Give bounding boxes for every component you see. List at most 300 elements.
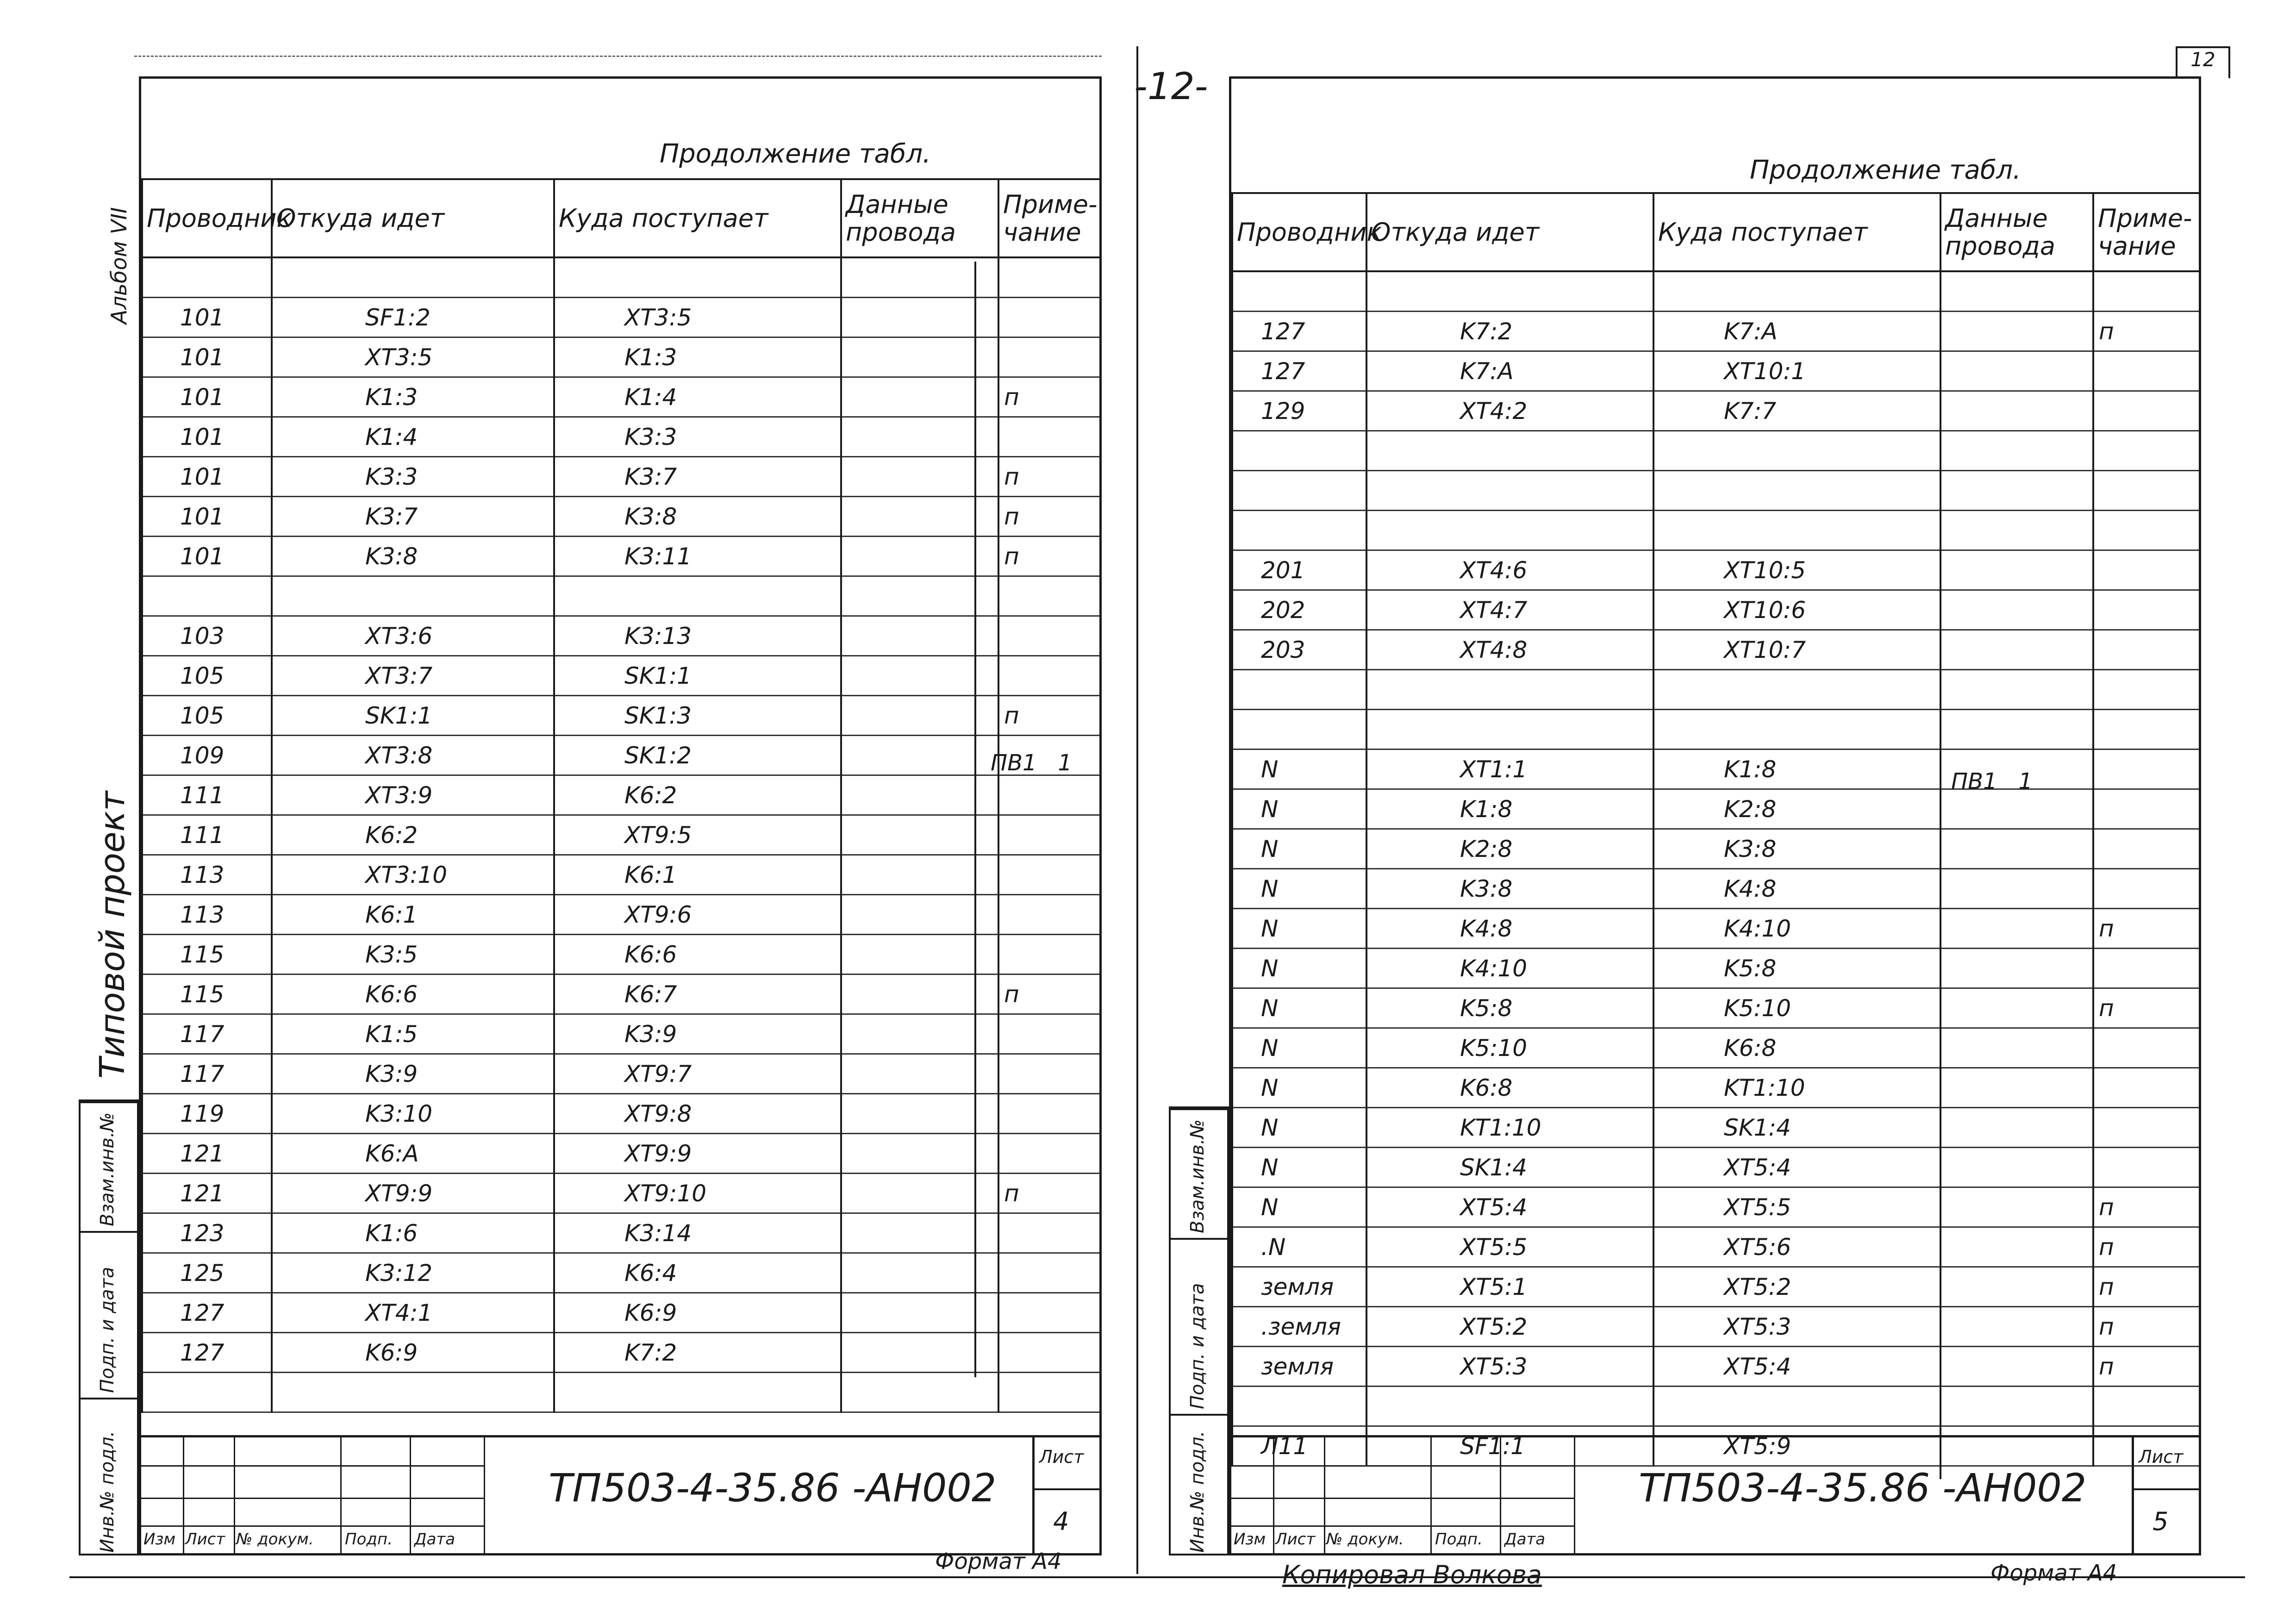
note-cell	[998, 1014, 1100, 1054]
from-cell	[1366, 271, 1653, 312]
wire-data-cell	[1940, 391, 2093, 431]
table-row	[1232, 431, 2200, 471]
from-cell	[1366, 1387, 1653, 1426]
conductor-cell: 101	[142, 457, 272, 497]
table-row	[1232, 630, 2200, 670]
to-cell: SK1:2	[554, 736, 841, 775]
from-cell	[1366, 670, 1653, 710]
note-cell	[2093, 1148, 2200, 1187]
table-row	[1232, 1068, 2200, 1108]
wire-data-cell	[1940, 869, 2093, 909]
table-row	[142, 1054, 1100, 1094]
note-cell	[2093, 789, 2200, 829]
left-table-body	[142, 257, 1100, 1412]
note-cell	[2093, 471, 2200, 511]
conductor-cell: 113	[142, 895, 272, 935]
from-cell: XT4:2	[1366, 391, 1653, 431]
left-side-strip	[79, 1099, 139, 1555]
table-row	[1232, 391, 2200, 431]
right-sign-date-label: Подп. и дата	[1187, 1283, 1208, 1409]
from-cell: K3:9	[272, 1054, 554, 1094]
to-cell	[1653, 670, 1940, 710]
table-row	[1232, 271, 2200, 312]
conductor-cell: 115	[142, 974, 272, 1014]
to-cell	[554, 257, 841, 298]
conductor-cell: 115	[142, 935, 272, 974]
to-cell: XT9:7	[554, 1054, 841, 1094]
from-cell: XT5:5	[1366, 1227, 1653, 1267]
from-cell: XT4:6	[1366, 550, 1653, 590]
to-cell: SK1:4	[1653, 1108, 1940, 1148]
col-to: Куда поступает	[1653, 193, 1940, 271]
note-cell: п	[2093, 988, 2200, 1028]
table-row	[1232, 710, 2200, 750]
left-inv-no-label: Инв.№ подл.	[97, 1430, 118, 1553]
right-title-block	[1231, 1435, 2199, 1553]
note-cell	[998, 337, 1100, 377]
from-cell: XT4:1	[272, 1293, 554, 1333]
conductor-cell: 101	[142, 417, 272, 457]
table-row	[142, 497, 1100, 537]
from-cell	[272, 257, 554, 298]
col-from: Откуда идет	[272, 179, 554, 257]
table-row	[1232, 1148, 2200, 1187]
table-row	[1232, 1028, 2200, 1068]
left-format-label: Формат А4	[935, 1549, 1062, 1574]
from-cell: K6:2	[272, 815, 554, 855]
wire-data-cell	[1940, 431, 2093, 471]
right-sheet	[1229, 76, 2201, 1555]
table-row	[142, 1213, 1100, 1253]
to-cell: XT9:9	[554, 1134, 841, 1174]
right-stamp-doc-no: № докум.	[1326, 1530, 1404, 1549]
conductor-cell: земля	[1232, 1267, 1366, 1307]
conductor-cell: 203	[1232, 630, 1366, 670]
to-cell	[554, 576, 841, 616]
wire-data-cell	[1940, 988, 2093, 1028]
to-cell: XT9:10	[554, 1174, 841, 1213]
note-cell	[998, 1054, 1100, 1094]
conductor-cell: N	[1232, 1108, 1366, 1148]
note-cell: п	[998, 1174, 1100, 1213]
conductor-cell: 117	[142, 1054, 272, 1094]
from-cell: K6:6	[272, 974, 554, 1014]
table-row	[142, 1253, 1100, 1293]
note-cell	[998, 935, 1100, 974]
table-row	[142, 815, 1100, 855]
to-cell: K5:8	[1653, 949, 1940, 988]
note-cell	[998, 1293, 1100, 1333]
table-row	[1232, 1227, 2200, 1267]
from-cell: K4:10	[1366, 949, 1653, 988]
from-cell: XT5:1	[1366, 1267, 1653, 1307]
note-cell	[2093, 271, 2200, 312]
right-table-body	[1232, 271, 2200, 1466]
note-cell	[2093, 511, 2200, 550]
conductor-cell: 103	[142, 616, 272, 656]
to-cell	[1653, 1387, 1940, 1426]
note-cell	[998, 1373, 1100, 1412]
from-cell: K1:5	[272, 1014, 554, 1054]
wire-data-cell	[1940, 351, 2093, 391]
to-cell: K6:8	[1653, 1028, 1940, 1068]
left-sign-date-label: Подп. и дата	[97, 1267, 118, 1393]
from-cell: XT3:6	[272, 616, 554, 656]
conductor-cell	[1232, 511, 1366, 550]
page-number-corner: 12	[2176, 46, 2230, 78]
conductor-cell: N	[1232, 789, 1366, 829]
conductor-cell: 202	[1232, 590, 1366, 630]
note-cell: п	[998, 974, 1100, 1014]
right-sheet-label: Лист	[2139, 1447, 2184, 1467]
note-cell	[998, 257, 1100, 298]
table-row	[142, 656, 1100, 696]
from-cell	[1366, 471, 1653, 511]
left-title-block	[141, 1435, 1099, 1553]
table-row	[1232, 1267, 2200, 1307]
conductor-cell: 119	[142, 1094, 272, 1134]
note-cell	[2093, 670, 2200, 710]
to-cell: XT5:2	[1653, 1267, 1940, 1307]
note-cell	[998, 855, 1100, 895]
to-cell: K2:8	[1653, 789, 1940, 829]
to-cell: K1:8	[1653, 750, 1940, 789]
from-cell: K3:5	[272, 935, 554, 974]
col-wire-data: Данные провода	[1940, 193, 2093, 271]
conductor-cell: 127	[1232, 312, 1366, 351]
table-row	[1232, 1347, 2200, 1387]
conductor-cell: 101	[142, 497, 272, 537]
left-header-row	[142, 179, 1100, 257]
conductor-cell: 101	[142, 298, 272, 337]
left-wire-data-value: ПВ1 1	[991, 750, 1072, 776]
to-cell: K4:10	[1653, 909, 1940, 949]
right-stamp-izm: Изм	[1234, 1530, 1266, 1549]
wire-data-cell	[1940, 550, 2093, 590]
table-row	[1232, 869, 2200, 909]
from-cell: XT5:4	[1366, 1187, 1653, 1227]
note-cell: п	[2093, 1307, 2200, 1347]
note-cell: п	[2093, 1187, 2200, 1227]
left-stamp-sign: Подп.	[345, 1530, 393, 1549]
table-row	[1232, 829, 2200, 869]
conductor-cell	[142, 257, 272, 298]
table-row	[142, 337, 1100, 377]
conductor-cell: 121	[142, 1174, 272, 1213]
table-row	[1232, 550, 2200, 590]
right-wire-table	[1231, 192, 2201, 1467]
conductor-cell: 127	[1232, 351, 1366, 391]
col-to: Куда поступает	[554, 179, 841, 257]
note-cell: п	[2093, 1347, 2200, 1387]
conductor-cell	[1232, 710, 1366, 750]
conductor-cell: N	[1232, 1187, 1366, 1227]
left-stamp-izm: Изм	[144, 1530, 176, 1549]
note-cell	[2093, 750, 2200, 789]
right-side-strip	[1169, 1106, 1229, 1555]
copied-by-label: Копировал Волкова	[1282, 1560, 1542, 1589]
note-cell: п	[2093, 909, 2200, 949]
wire-data-cell	[1940, 471, 2093, 511]
to-cell: XT5:4	[1653, 1347, 1940, 1387]
from-cell: XT5:2	[1366, 1307, 1653, 1347]
wire-data-cell	[1940, 710, 2093, 750]
table-row	[142, 1174, 1100, 1213]
wire-data-cell	[1940, 789, 2093, 829]
wire-data-cell	[1940, 590, 2093, 630]
note-cell	[2093, 949, 2200, 988]
note-cell	[998, 616, 1100, 656]
table-row	[142, 696, 1100, 736]
to-cell: K7:7	[1653, 391, 1940, 431]
table-row	[142, 935, 1100, 974]
table-row	[142, 537, 1100, 576]
right-replace-inv-label: Взам.инв.№	[1187, 1119, 1208, 1233]
note-cell	[998, 1333, 1100, 1373]
left-stamp-doc-no: № докум.	[236, 1530, 314, 1549]
table-row	[1232, 1387, 2200, 1426]
left-sheet	[139, 76, 1102, 1555]
right-doc-code: ТП503-4-35.86 -АН002	[1639, 1465, 2087, 1511]
from-cell: K3:8	[1366, 869, 1653, 909]
from-cell: SF1:1	[1366, 1426, 1653, 1466]
table-row	[1232, 1108, 2200, 1148]
fold-line	[1136, 46, 1138, 1574]
from-cell	[272, 1373, 554, 1412]
note-cell	[998, 417, 1100, 457]
conductor-cell: 101	[142, 537, 272, 576]
wire-data-cell	[1940, 949, 2093, 988]
table-row	[142, 1134, 1100, 1174]
note-cell	[998, 1094, 1100, 1134]
table-row	[1232, 789, 2200, 829]
wire-data-cell	[1940, 1307, 2093, 1347]
note-cell	[2093, 1028, 2200, 1068]
from-cell: K4:8	[1366, 909, 1653, 949]
from-cell: K3:3	[272, 457, 554, 497]
from-cell: XT5:3	[1366, 1347, 1653, 1387]
to-cell: XT10:6	[1653, 590, 1940, 630]
wire-data-cell	[1940, 1068, 2093, 1108]
to-cell: K1:4	[554, 377, 841, 417]
wire-data-cell	[1940, 1347, 2093, 1387]
from-cell: XT3:7	[272, 656, 554, 696]
note-cell	[2093, 431, 2200, 471]
conductor-cell: N	[1232, 949, 1366, 988]
table-row	[142, 1293, 1100, 1333]
wire-data-cell	[1940, 1387, 2093, 1426]
to-cell: K5:10	[1653, 988, 1940, 1028]
from-cell: K3:7	[272, 497, 554, 537]
table-row	[1232, 988, 2200, 1028]
note-cell	[998, 895, 1100, 935]
conductor-cell: N	[1232, 829, 1366, 869]
to-cell: K1:3	[554, 337, 841, 377]
to-cell: K3:8	[1653, 829, 1940, 869]
conductor-cell: 129	[1232, 391, 1366, 431]
table-row	[1232, 1307, 2200, 1347]
wire-data-cell	[1940, 511, 2093, 550]
to-cell: K6:4	[554, 1253, 841, 1293]
from-cell	[272, 576, 554, 616]
col-conductor: Проводник	[142, 179, 272, 257]
note-cell	[998, 298, 1100, 337]
note-cell	[998, 815, 1100, 855]
to-cell: K6:7	[554, 974, 841, 1014]
note-cell	[2093, 869, 2200, 909]
to-cell: KT1:10	[1653, 1068, 1940, 1108]
conductor-cell: 127	[142, 1333, 272, 1373]
conductor-cell: 105	[142, 656, 272, 696]
to-cell: XT5:9	[1653, 1426, 1940, 1466]
table-row	[142, 1094, 1100, 1134]
wire-data-cell	[1940, 1187, 2093, 1227]
from-cell: SF1:2	[272, 298, 554, 337]
to-cell: XT9:5	[554, 815, 841, 855]
col-from: Откуда идет	[1366, 193, 1653, 271]
from-cell: XT3:10	[272, 855, 554, 895]
col-note: Приме-чание	[998, 179, 1100, 257]
table-row	[1232, 351, 2200, 391]
page-number-center: -12-	[1134, 65, 1208, 108]
conductor-cell: 105	[142, 696, 272, 736]
conductor-cell: 101	[142, 377, 272, 417]
conductor-cell	[142, 576, 272, 616]
to-cell	[1653, 471, 1940, 511]
wire-data-cell	[1940, 1028, 2093, 1068]
to-cell: K3:13	[554, 616, 841, 656]
to-cell: XT10:1	[1653, 351, 1940, 391]
note-cell	[2093, 391, 2200, 431]
note-cell	[2093, 1387, 2200, 1426]
conductor-cell	[1232, 670, 1366, 710]
from-cell: K1:8	[1366, 789, 1653, 829]
table-row	[142, 257, 1100, 298]
to-cell	[1653, 710, 1940, 750]
col-note: Приме-чание	[2093, 193, 2200, 271]
from-cell: K6:1	[272, 895, 554, 935]
from-cell: K6:9	[272, 1333, 554, 1373]
conductor-cell: земля	[1232, 1347, 1366, 1387]
from-cell: K6:8	[1366, 1068, 1653, 1108]
to-cell: K7:А	[1653, 312, 1940, 351]
to-cell: XT3:5	[554, 298, 841, 337]
conductor-cell: .N	[1232, 1227, 1366, 1267]
to-cell: XT10:5	[1653, 550, 1940, 590]
wire-data-cell	[1940, 829, 2093, 869]
from-cell: XT4:8	[1366, 630, 1653, 670]
table-row	[142, 736, 1100, 775]
wire-data-cell	[1940, 1108, 2093, 1148]
right-sheet-number: 5	[2152, 1507, 2169, 1536]
col-wire-data: Данные провода	[841, 179, 998, 257]
from-cell: K3:8	[272, 537, 554, 576]
note-cell	[2093, 550, 2200, 590]
typical-project-label: Типовой проект	[93, 791, 132, 1079]
right-stamp-sign: Подп.	[1435, 1530, 1483, 1549]
from-cell: XT4:7	[1366, 590, 1653, 630]
table-row	[1232, 590, 2200, 630]
from-cell: XT1:1	[1366, 750, 1653, 789]
to-cell: XT5:3	[1653, 1307, 1940, 1347]
from-cell: K7:2	[1366, 312, 1653, 351]
to-cell: K3:7	[554, 457, 841, 497]
conductor-cell	[1232, 1387, 1366, 1426]
to-cell: SK1:1	[554, 656, 841, 696]
left-sheet-label: Лист	[1039, 1447, 1084, 1467]
from-cell	[1366, 710, 1653, 750]
table-row	[142, 974, 1100, 1014]
bottom-line	[69, 1576, 2245, 1578]
from-cell: XT3:8	[272, 736, 554, 775]
from-cell: SK1:4	[1366, 1148, 1653, 1187]
note-cell	[998, 1213, 1100, 1253]
from-cell: K5:8	[1366, 988, 1653, 1028]
conductor-cell: 127	[142, 1293, 272, 1333]
to-cell	[1653, 271, 1940, 312]
from-cell: SK1:1	[272, 696, 554, 736]
note-cell: п	[2093, 1227, 2200, 1267]
to-cell: XT9:6	[554, 895, 841, 935]
to-cell: SK1:3	[554, 696, 841, 736]
left-continuation-title: Продолжение табл.	[660, 139, 931, 169]
to-cell: K4:8	[1653, 869, 1940, 909]
note-cell: п	[2093, 1267, 2200, 1307]
conductor-cell: 123	[142, 1213, 272, 1253]
from-cell: K5:10	[1366, 1028, 1653, 1068]
table-row	[142, 1333, 1100, 1373]
wire-data-cell	[1940, 1227, 2093, 1267]
table-row	[142, 616, 1100, 656]
to-cell: K6:9	[554, 1293, 841, 1333]
from-cell: K1:4	[272, 417, 554, 457]
note-cell: п	[998, 537, 1100, 576]
conductor-cell: 201	[1232, 550, 1366, 590]
to-cell	[554, 1373, 841, 1412]
table-row	[142, 855, 1100, 895]
left-wire-data-brace	[974, 262, 986, 1377]
conductor-cell: 113	[142, 855, 272, 895]
album-label: Альбом VII	[106, 207, 131, 324]
note-cell: п	[998, 497, 1100, 537]
conductor-cell: N	[1232, 988, 1366, 1028]
conductor-cell	[1232, 471, 1366, 511]
from-cell	[1366, 511, 1653, 550]
from-cell: K6:А	[272, 1134, 554, 1174]
from-cell	[1366, 431, 1653, 471]
to-cell: XT5:6	[1653, 1227, 1940, 1267]
conductor-cell: N	[1232, 909, 1366, 949]
table-row	[1232, 909, 2200, 949]
table-row	[1232, 1187, 2200, 1227]
note-cell	[2093, 351, 2200, 391]
top-dashed-line	[134, 56, 1102, 57]
note-cell	[2093, 1108, 2200, 1148]
to-cell: XT10:7	[1653, 630, 1940, 670]
conductor-cell: .земля	[1232, 1307, 1366, 1347]
to-cell: XT5:4	[1653, 1148, 1940, 1187]
left-sheet-number: 4	[1053, 1507, 1069, 1536]
col-conductor: Проводник	[1232, 193, 1366, 271]
note-cell	[2093, 710, 2200, 750]
wire-data-cell	[1940, 1267, 2093, 1307]
conductor-cell: 121	[142, 1134, 272, 1174]
table-row	[1232, 511, 2200, 550]
right-inv-no-label: Инв.№ подл.	[1187, 1430, 1208, 1553]
left-wire-table	[141, 178, 1101, 1413]
note-cell: п	[998, 696, 1100, 736]
from-cell: K3:10	[272, 1094, 554, 1134]
